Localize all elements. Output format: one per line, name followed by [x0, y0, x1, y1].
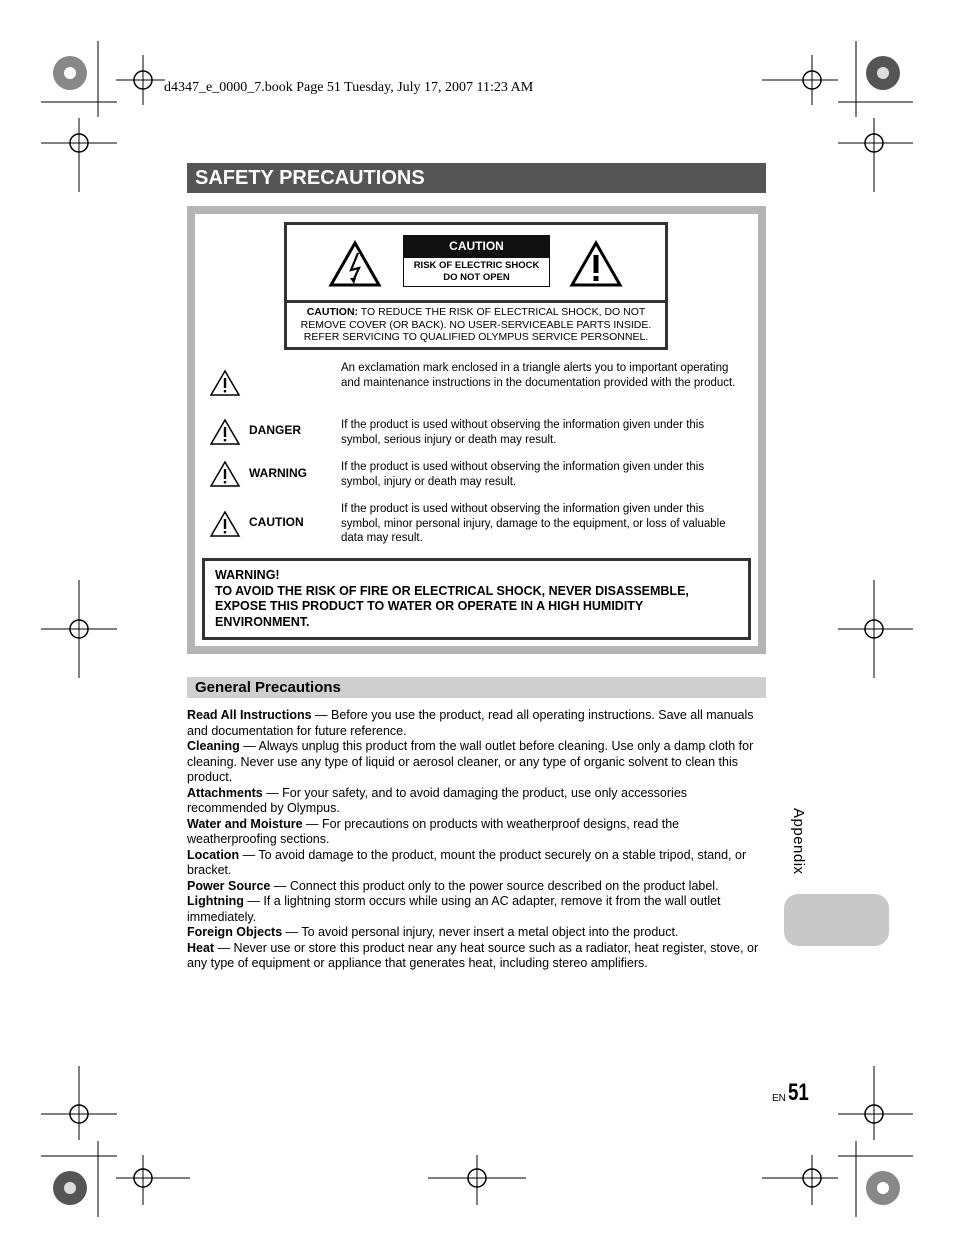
- warning-body: TO AVOID THE RISK OF FIRE OR ELECTRICAL SHOCK, NEVER DISASSEMBLE, EXPOSE THIS PRODUCT TO WATER OR OPERATE IN A HIGH HUMIDITY ENVIRONMENT.: [215, 583, 689, 629]
- exclamation-triangle-icon: [209, 369, 241, 397]
- list-item: [187, 817, 767, 848]
- symbol-description: An exclamation mark enclosed in a triangle alerts you to important operating and maintenance instructions in the documentation provided with the product.: [341, 362, 736, 389]
- list-item: [187, 894, 767, 925]
- item-text: — Always unplug this product from the wall outlet before cleaning. Use only a damp cloth for cleaning. Never use any type of liquid or aerosol cleaner, or any type of organic solvent to clean this product.: [187, 739, 754, 784]
- caution-triangle-icon: [209, 510, 241, 538]
- caution-notice-text: TO REDUCE THE RISK OF ELECTRICAL SHOCK, DO NOT REMOVE COVER (OR BACK). NO USER-SERVICEABLE PARTS INSIDE. REFER SERVICING TO QUALIFIED OLYMPUS SERVICE PERSONNEL.: [300, 306, 652, 343]
- section-heading: General Precautions: [195, 679, 341, 696]
- appendix-tab: [784, 894, 889, 946]
- item-term: Foreign Objects: [187, 925, 283, 939]
- page-title: SAFETY PRECAUTIONS: [195, 167, 425, 189]
- item-text: — To avoid personal injury, never insert a metal object into the product.: [282, 925, 679, 939]
- file-header: d4347_e_0000_7.book Page 51 Tuesday, July 17, 2007 11:23 AM: [164, 80, 534, 95]
- item-term: Heat: [187, 940, 215, 955]
- item-term: Location: [187, 847, 240, 862]
- caution-notice: [292, 306, 660, 344]
- list-item: [187, 739, 767, 786]
- caution-label: CAUTION: [249, 515, 304, 529]
- item-text: — If a lightning storm occurs while using an AC adapter, remove it from the wall outlet immediately.: [187, 894, 721, 924]
- warning-heading: WARNING!: [215, 568, 280, 582]
- list-item: [187, 848, 767, 879]
- language-code: EN: [772, 1093, 786, 1104]
- danger-description: If the product is used without observing the information given under this symbol, serious injury or death may result.: [341, 419, 705, 446]
- item-term: Water and Moisture: [187, 816, 303, 831]
- caution-notice-bold: CAUTION:: [306, 306, 359, 318]
- list-item: [187, 941, 767, 972]
- item-term: Lightning: [187, 894, 244, 908]
- caution-label-body: [403, 257, 550, 287]
- danger-label: DANGER: [249, 423, 302, 437]
- caution-label-line2: DO NOT OPEN: [443, 272, 510, 283]
- item-text: — Before you use the product, read all operating instructions. Save all manuals and documentation for future reference.: [187, 708, 754, 738]
- list-item: [187, 925, 767, 941]
- exclamation-triangle-icon: [569, 240, 623, 288]
- item-term: Cleaning: [187, 739, 240, 753]
- item-term: Attachments: [187, 785, 263, 800]
- section-heading-bar: [187, 677, 766, 698]
- list-item: [187, 879, 767, 895]
- item-text: — Never use or store this product near any heat source such as a radiator, heat register, stove, or any type of equipment or appliance that generates heat, including stereo amplifiers.: [187, 940, 759, 970]
- item-term: Read All Instructions: [187, 708, 312, 722]
- item-text: — For precautions on products with weatherproof designs, read the weatherproofing sections.: [187, 816, 680, 846]
- item-text: — For your safety, and to avoid damaging the product, use only accessories recommended by Olympus.: [187, 785, 688, 815]
- danger-triangle-icon: [209, 418, 241, 446]
- warning-label: WARNING: [249, 466, 307, 480]
- list-item: [187, 786, 767, 817]
- page-number: 51: [788, 1079, 809, 1106]
- caution-label-head: CAUTION: [403, 235, 550, 257]
- appendix-side-label: Appendix: [790, 808, 807, 875]
- item-text: — Connect this product only to the power source described on the product label.: [270, 878, 719, 893]
- warning-triangle-icon: [209, 460, 241, 488]
- lightning-triangle-icon: [328, 240, 382, 288]
- warning-text: [215, 568, 740, 630]
- caution-description: If the product is used without observing the information given under this symbol, minor personal injury, damage to the equipment, or loss of valuable data may result.: [341, 503, 726, 544]
- warning-description: If the product is used without observing the information given under this symbol, injury or death may result.: [341, 461, 705, 488]
- title-bar: [187, 163, 766, 193]
- item-term: Power Source: [187, 878, 271, 893]
- item-text: — To avoid damage to the product, mount the product securely on a stable tripod, stand, or bracket.: [187, 847, 747, 877]
- divider: [287, 300, 665, 303]
- general-precautions: [187, 708, 767, 972]
- list-item: [187, 708, 767, 739]
- caution-label-line1: RISK OF ELECTRIC SHOCK: [413, 260, 540, 271]
